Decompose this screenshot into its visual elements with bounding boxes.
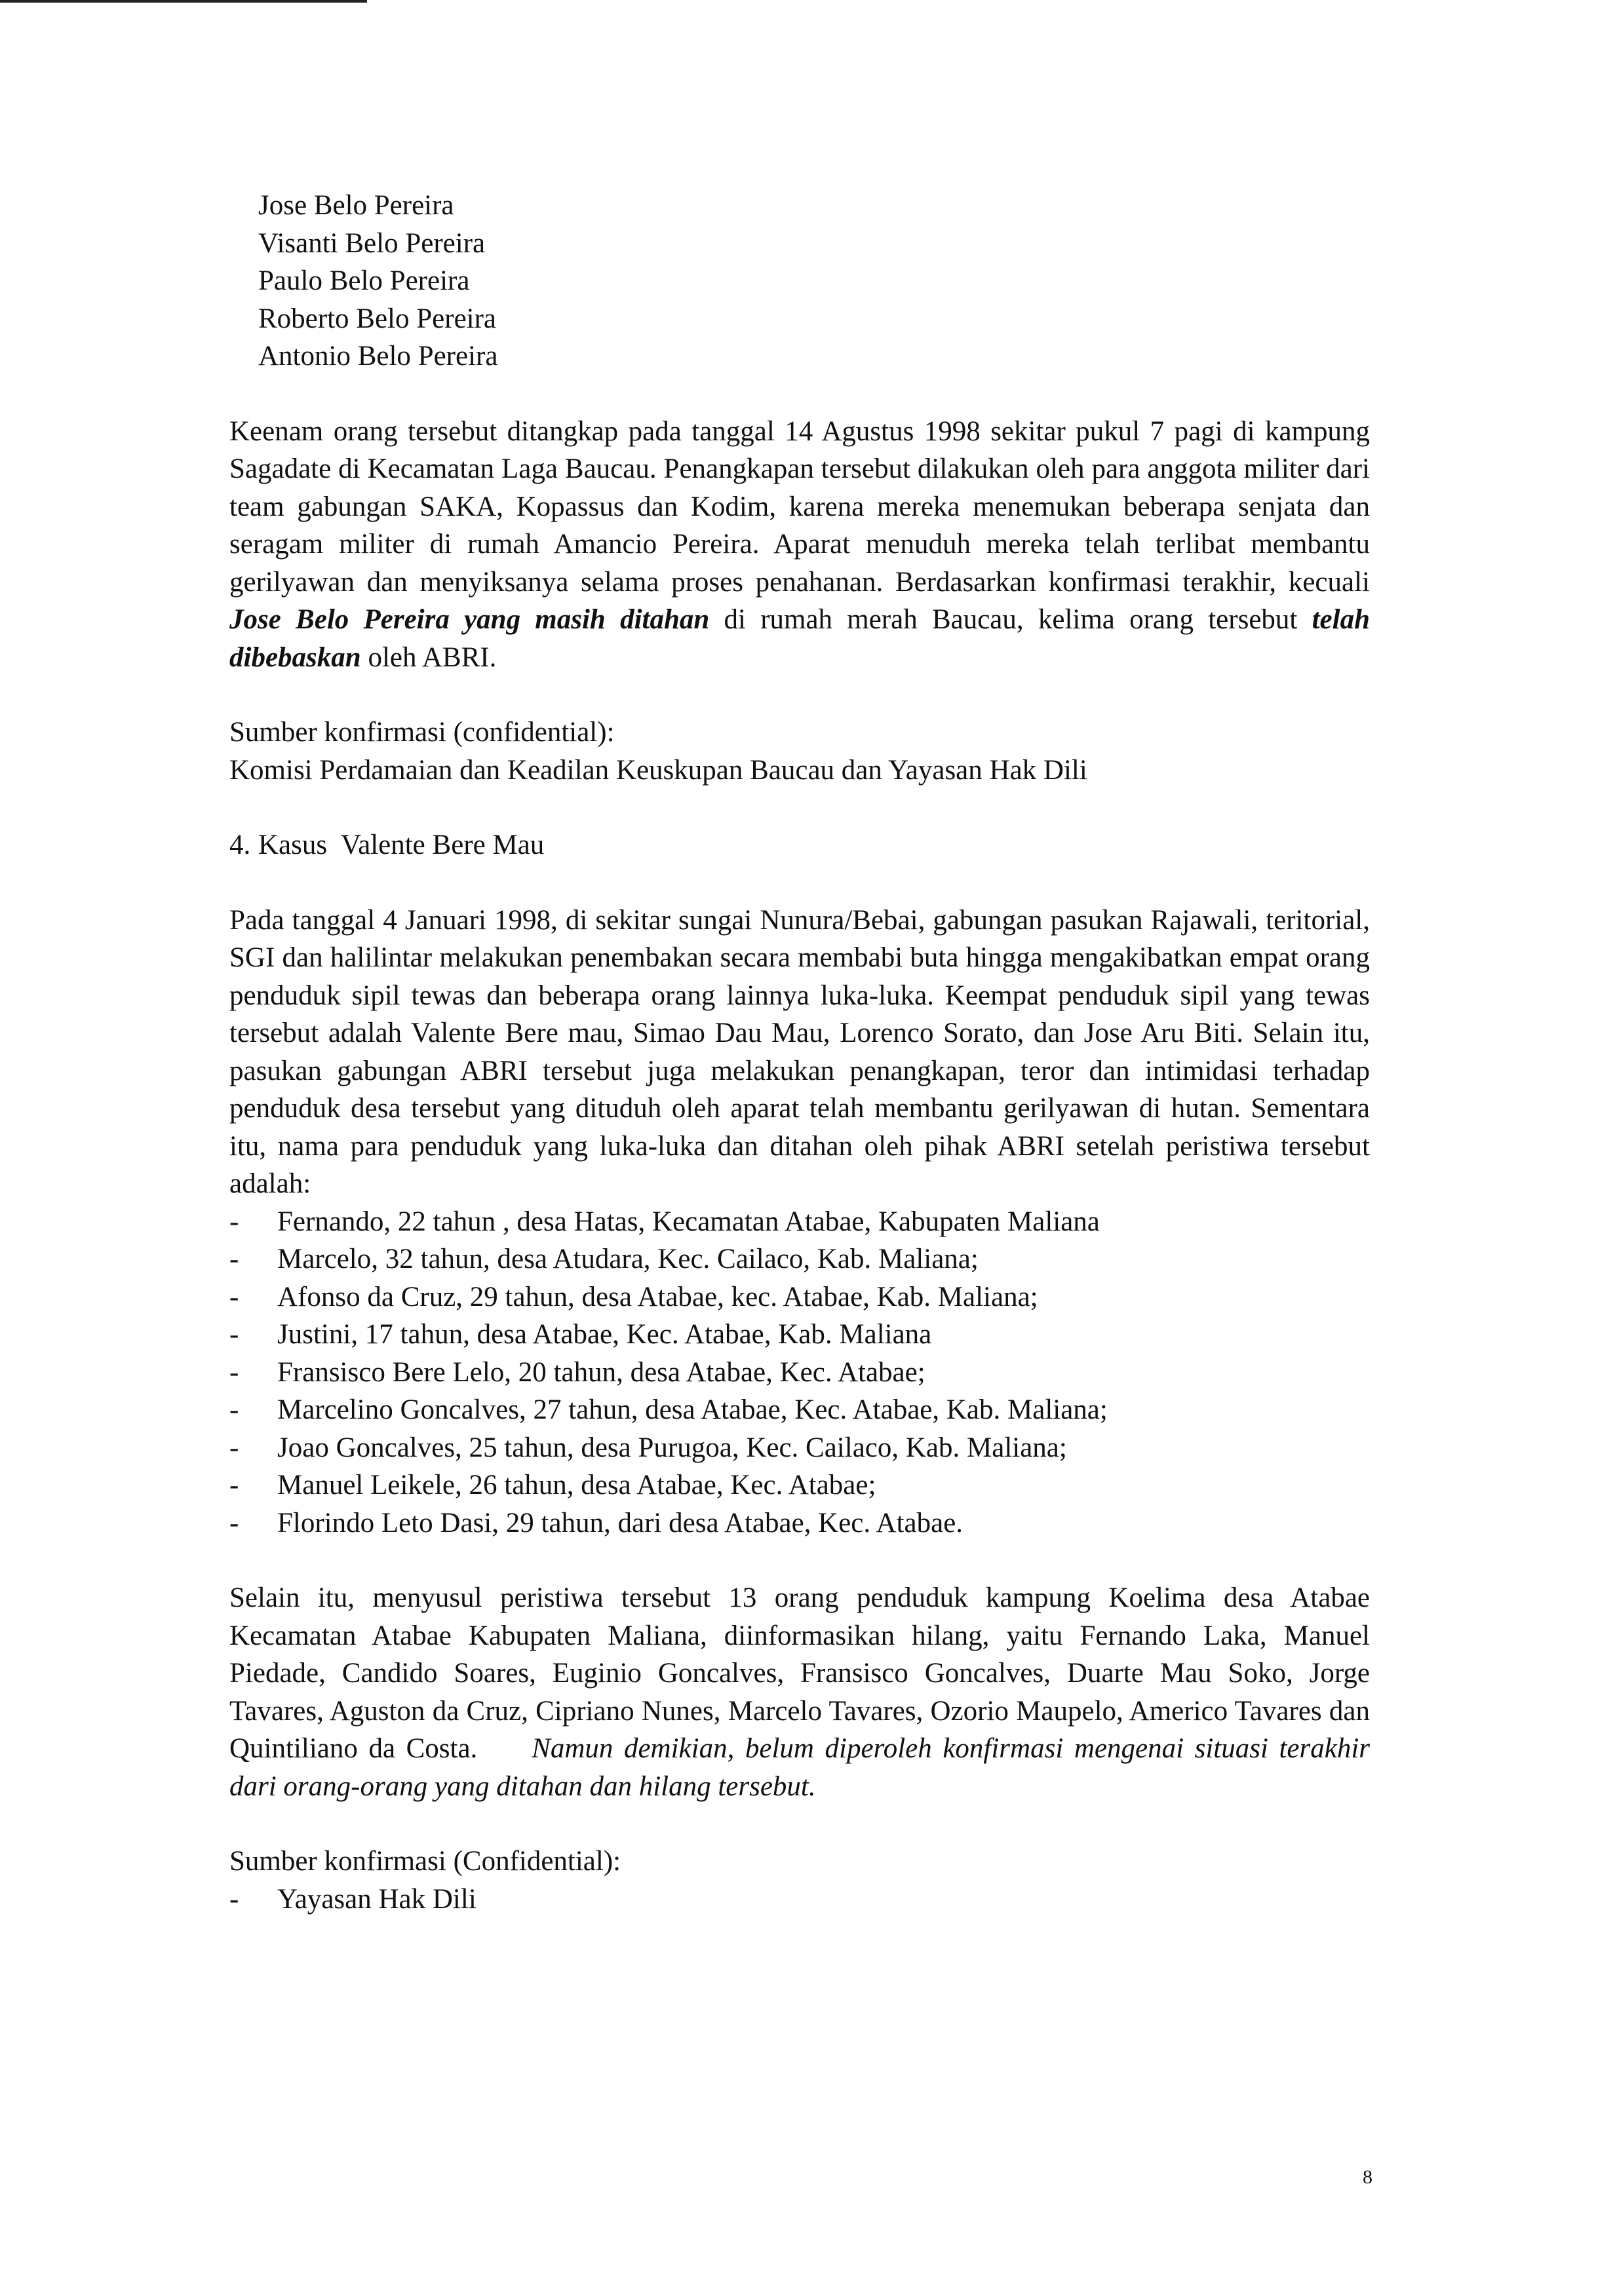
dash-bullet: - xyxy=(229,1394,239,1425)
scan-edge-line xyxy=(0,0,367,3)
missing-text: Selain itu, menyusul peristiwa tersebut 13 orang penduduk kampung Koelima desa Atabae Kecamatan Atabae Kabupaten Maliana, diinformasikan hilang, yaitu Fernando Laka, Manuel Piedade, Candido Soares, Euginio Goncalves, Fransisco Goncalves, Duarte Mau Soko, Jorge Tavares, Aguston da Cruz, Cipriano Nunes, Marcelo Tavares, Ozorio Maupelo, Americo Tavares dan Quintiliano da Costa. xyxy=(229,1582,1377,1764)
list-item-text: Yayasan Hak Dili xyxy=(277,1883,477,1915)
arrest-text-end: oleh ABRI. xyxy=(360,641,497,673)
name-line: Visanti Belo Pereira xyxy=(258,227,486,259)
dash-bullet: - xyxy=(229,1432,239,1463)
section-heading xyxy=(229,826,1370,864)
list-item-text: Florindo Leto Dasi, 29 tahun, dari desa Atabae, Kec. Atabae. xyxy=(277,1507,963,1539)
missing-persons-paragraph xyxy=(229,1579,1377,1805)
name-line: Jose Belo Pereira xyxy=(258,190,454,221)
arrest-text: Keenam orang tersebut ditangkap pada tanggal 14 Agustus 1998 sekitar pukul 7 pagi di kampung Sagadate di Kecamatan Laga Baucau. Penangkapan tersebut dilakukan oleh para anggota militer dari team gabungan SAKA, Kopassus dan Kodim, karena mereka menemukan beberapa senjata dan seragam militer di rumah Amancio Pereira. Aparat menuduh mereka telah terlibat membantu gerilyawan dan menyiksanya selama proses penahanan. Berdasarkan konfirmasi terakhir, kecuali xyxy=(229,415,1370,598)
dash-bullet: - xyxy=(229,1244,239,1274)
source-block-2 xyxy=(229,1843,1370,1918)
list-item-text: Fransisco Bere Lelo, 20 tahun, desa Atabae, Kec. Atabae; xyxy=(277,1356,925,1388)
dash-bullet: - xyxy=(229,1507,239,1539)
dash-bullet: - xyxy=(229,1356,239,1388)
list-item xyxy=(229,1354,1370,1392)
dash-bullet: - xyxy=(229,1319,239,1350)
list-item xyxy=(229,1203,1370,1241)
name-line: Paulo Belo Pereira xyxy=(258,265,470,296)
name-line: Roberto Belo Pereira xyxy=(258,303,497,334)
list-item xyxy=(229,1240,1370,1278)
list-item-text: Manuel Leikele, 26 tahun, desa Atabae, Kec. Atabae; xyxy=(277,1470,876,1501)
emphasis-no-confirmation: Namun demikian, belum diperoleh konfirmasi mengenai situasi terakhir dari orang-orang yang ditahan dan hilang tersebut. xyxy=(229,1733,1370,1802)
section-number: 4. xyxy=(229,830,251,860)
list-item-text: Afonso da Cruz, 29 tahun, desa Atabae, kec. Atabae, Kab. Maliana; xyxy=(277,1281,1038,1312)
name-line: Antonio Belo Pereira xyxy=(258,341,498,372)
emphasis-still-detained: Jose Belo Pereira yang masih ditahan xyxy=(229,604,710,635)
detainee-list xyxy=(229,1203,1370,1542)
list-item-text: Justini, 17 tahun, desa Atabae, Kec. Atabae, Kab. Maliana xyxy=(277,1319,932,1350)
source-label: Sumber konfirmasi (confidential): xyxy=(229,717,615,748)
dash-bullet: - xyxy=(229,1470,239,1501)
list-item xyxy=(229,1278,1370,1316)
dash-bullet: - xyxy=(229,1281,239,1312)
list-item-text: Fernando, 22 tahun , desa Hatas, Kecamatan Atabae, Kabupaten Maliana xyxy=(277,1206,1100,1237)
source-block-1 xyxy=(229,714,1370,789)
list-item xyxy=(229,1881,1370,1919)
list-item xyxy=(229,1429,1370,1467)
page-number: 8 xyxy=(1363,2166,1372,2188)
list-item xyxy=(229,1391,1370,1429)
document-page xyxy=(229,187,1377,1918)
dash-bullet: - xyxy=(229,1206,239,1237)
source-value: Komisi Perdamaian dan Keadilan Keuskupan Baucau dan Yayasan Hak Dili xyxy=(229,754,1087,786)
detainee-name-list xyxy=(229,187,1370,375)
list-item-text: Marcelo, 32 tahun, desa Atudara, Kec. Cailaco, Kab. Maliana; xyxy=(277,1244,979,1274)
section-title: Kasus Valente Bere Mau xyxy=(258,830,545,860)
shooting-paragraph: Pada tanggal 4 Januari 1998, di sekitar sungai Nunura/Bebai, gabungan pasukan Rajawali, teritorial, SGI dan halilintar melakukan penembakan secara membabi buta hingga mengakibatkan empat orang penduduk sipil tewas dan beberapa orang lainnya luka-luka. Keempat penduduk sipil yang tewas tersebut adalah Valente Bere mau, Simao Dau Mau, Lorenco Sorato, dan Jose Aru Biti. Selain itu, pasukan gabungan ABRI tersebut juga melakukan penangkapan, teror dan intimidasi terhadap penduduk desa tersebut yang dituduh oleh aparat telah membantu gerilyawan di hutan. Sementara itu, nama para penduduk yang luka-luka dan ditahan oleh pihak ABRI setelah peristiwa tersebut adalah: xyxy=(229,904,1370,1199)
source-label: Sumber konfirmasi (Confidential): xyxy=(229,1846,621,1877)
list-item xyxy=(229,1316,1370,1354)
list-item xyxy=(229,1466,1370,1504)
emphasis-released: telah dibebaskan xyxy=(229,604,1370,673)
list-item xyxy=(229,1504,1370,1542)
dash-bullet: - xyxy=(229,1883,239,1915)
arrest-text-cont: di rumah merah Baucau, kelima orang tersebut xyxy=(709,604,1312,635)
list-item-text: Joao Goncalves, 25 tahun, desa Purugoa, Kec. Cailaco, Kab. Maliana; xyxy=(277,1432,1067,1463)
list-item-text: Marcelino Goncalves, 27 tahun, desa Atabae, Kec. Atabae, Kab. Maliana; xyxy=(277,1394,1108,1425)
arrest-paragraph xyxy=(229,413,1370,677)
source-list xyxy=(229,1881,1370,1919)
